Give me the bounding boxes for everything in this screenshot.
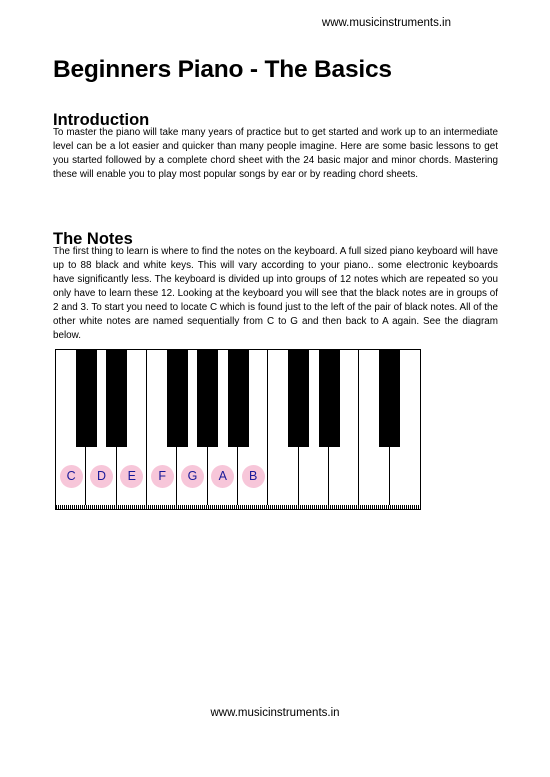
black-key <box>319 350 340 447</box>
note-label-c: C <box>60 465 83 488</box>
page-title: Beginners Piano - The Basics <box>53 56 392 83</box>
introduction-heading: Introduction <box>53 111 150 129</box>
black-key <box>197 350 218 447</box>
black-key <box>76 350 97 447</box>
note-label-d: D <box>90 465 113 488</box>
introduction-text: To master the piano will take many years of practice but to get started and work up to an intermediate level can be a lot easier and quicker than many people imagine. Here are some basic lessons to get you started followed by a complete chord sheet with the 24 basic major and minor chords. Mastering these will enable you to play most popular songs by ear or by reading chord sheets. <box>53 127 498 180</box>
header-site-url[interactable]: www.musicinstruments.in <box>321 17 451 29</box>
note-label-b: B <box>242 465 265 488</box>
note-label-g: G <box>181 465 204 488</box>
black-key <box>106 350 127 447</box>
note-label-a: A <box>211 465 234 488</box>
note-label-e: E <box>120 465 143 488</box>
footer-site-url[interactable]: www.musicinstruments.in <box>210 707 340 719</box>
notes-text: The first thing to learn is where to find the notes on the keyboard. A full sized piano keyboard will have up to 88 black and white keys. This will vary according to your piano.. some electronic keyboards have significantly less. The keyboard is divided up into groups of 12 notes which are repeated so you only have to learn these 12. Looking at the keyboard you will see that the black notes are in groups of 2 and 3. To start you need to locate C which is found just to the left of the pair of black notes. All of the other white notes are named sequentially from C to G and then back to A again. See the diagram below. <box>53 246 498 341</box>
black-key <box>228 350 249 447</box>
black-key <box>167 350 188 447</box>
notes-heading: The Notes <box>53 230 133 248</box>
black-key <box>288 350 309 447</box>
piano-keyboard-diagram <box>55 349 421 510</box>
black-key <box>379 350 400 447</box>
note-label-f: F <box>151 465 174 488</box>
